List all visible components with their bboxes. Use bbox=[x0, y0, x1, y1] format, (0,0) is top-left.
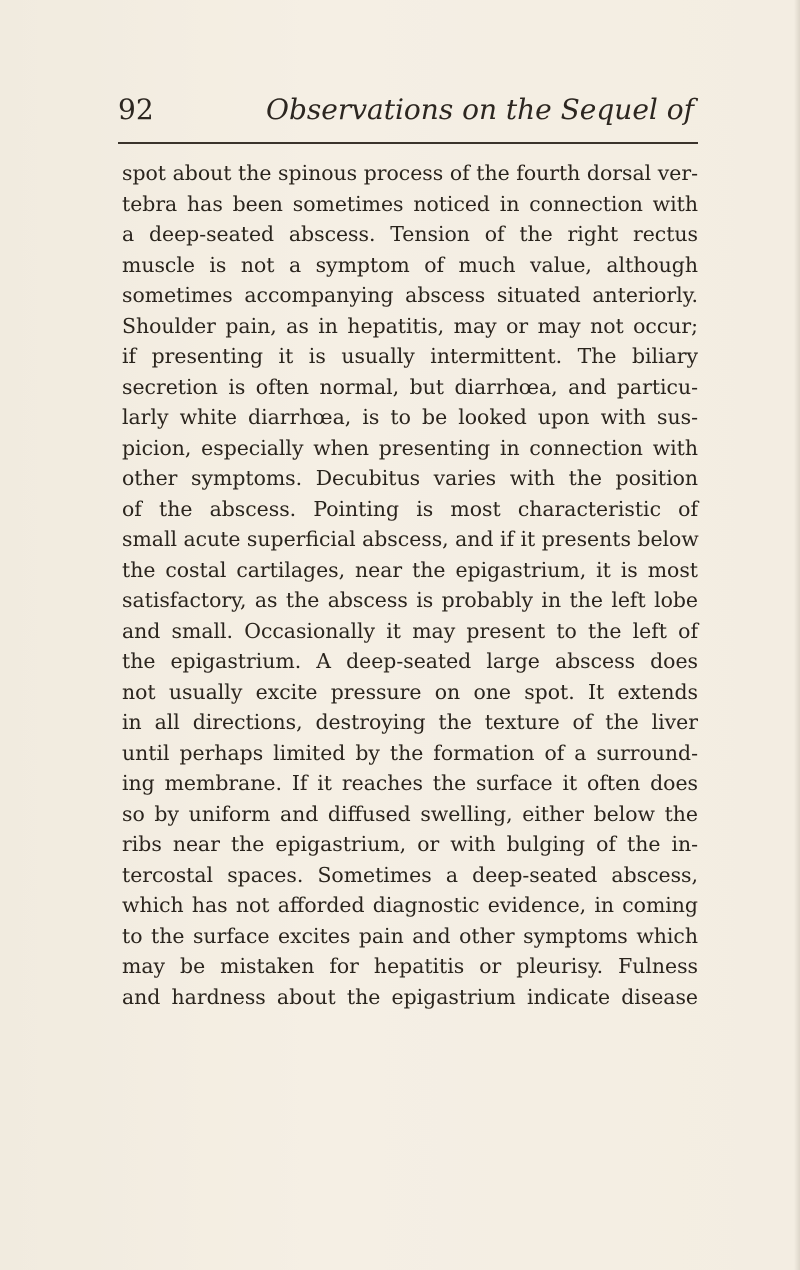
page-edge-shadow bbox=[794, 0, 800, 1270]
text-line: and hardness about the epigastrium indicate disease bbox=[122, 984, 698, 1009]
text-line: small acute superficial abscess, and if it presents below bbox=[122, 527, 699, 551]
text-line: ribs near the epigastrium, or with bulging of the in- bbox=[122, 832, 698, 856]
text-line: the costal cartilages, near the epigastrium, it is most bbox=[122, 557, 698, 582]
text-line: if presenting it is usually intermittent. The biliary bbox=[122, 344, 698, 368]
text-line: may be mistaken for hepatitis or pleurisy. Fulness bbox=[122, 954, 698, 978]
text-line: sometimes accompanying abscess situated anteriorly. bbox=[122, 283, 698, 307]
text-line: not usually excite pressure on one spot. It extends bbox=[122, 679, 698, 704]
text-line: secretion is often normal, but diarrhœa, and particu- bbox=[122, 374, 698, 399]
text-line: of the abscess. Pointing is most characteristic of bbox=[122, 496, 698, 521]
text-line: to the surface excites pain and other symptoms which bbox=[122, 923, 698, 948]
text-line: tebra has been sometimes noticed in connection with bbox=[122, 191, 698, 216]
text-line: picion, especially when presenting in connection with bbox=[122, 435, 698, 460]
text-line: larly white diarrhœa, is to be looked upon with sus- bbox=[122, 405, 698, 429]
text-line: muscle is not a symptom of much value, although bbox=[122, 252, 698, 277]
page-number: 92 bbox=[118, 93, 154, 126]
text-line: in all directions, destroying the texture of the liver bbox=[122, 710, 698, 734]
text-line: and small. Occasionally it may present to the left of bbox=[122, 618, 698, 643]
text-line: tercostal spaces. Sometimes a deep-seated abscess, bbox=[122, 862, 698, 887]
text-line: Shoulder pain, as in hepatitis, may or may not occur; bbox=[122, 313, 698, 338]
header-rule bbox=[118, 142, 698, 144]
text-line: until perhaps limited by the formation of a surround- bbox=[122, 740, 698, 765]
text-line: so by uniform and diffused swelling, either below the bbox=[122, 801, 698, 826]
text-line: the epigastrium. A deep-seated large abscess does bbox=[122, 649, 698, 673]
text-line: which has not afforded diagnostic evidence, in coming bbox=[122, 893, 698, 917]
page-header bbox=[118, 92, 698, 132]
running-title: Observations on the Sequel of bbox=[266, 93, 694, 126]
body-text bbox=[122, 158, 698, 1012]
text-line: ing membrane. If it reaches the surface it often does bbox=[122, 771, 698, 795]
text-line: other symptoms. Decubitus varies with the position bbox=[122, 466, 698, 490]
text-line: satisfactory, as the abscess is probably in the left lobe bbox=[122, 588, 698, 612]
text-line: spot about the spinous process of the fourth dorsal ver- bbox=[122, 161, 698, 185]
text-line: a deep-seated abscess. Tension of the right rectus bbox=[122, 222, 698, 246]
